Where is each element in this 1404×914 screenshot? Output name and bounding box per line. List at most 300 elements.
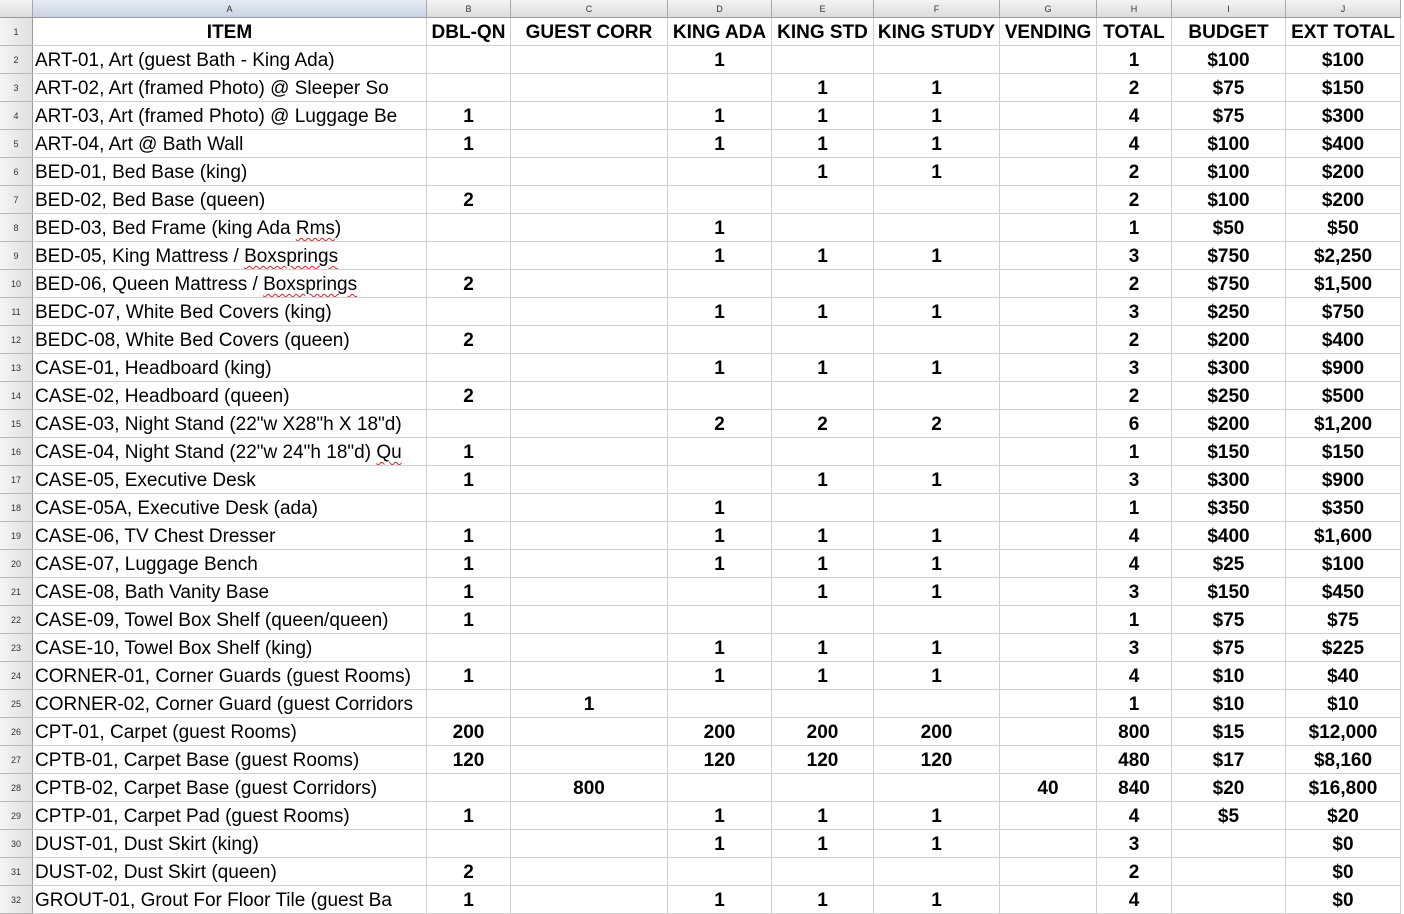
value-cell[interactable]	[874, 382, 1000, 410]
value-cell[interactable]	[874, 606, 1000, 634]
value-cell[interactable]	[1000, 214, 1097, 242]
item-cell[interactable]: CASE-03, Night Stand (22"w X28"h X 18"d)	[33, 410, 427, 438]
value-cell[interactable]	[1000, 382, 1097, 410]
value-cell[interactable]	[511, 214, 668, 242]
row-number[interactable]: 3	[0, 74, 33, 102]
value-cell[interactable]	[1000, 634, 1097, 662]
value-cell[interactable]: 1	[427, 102, 511, 130]
value-cell[interactable]: 1	[1097, 690, 1172, 718]
value-cell[interactable]: 2	[427, 270, 511, 298]
value-cell[interactable]	[511, 158, 668, 186]
value-cell[interactable]: 1	[874, 886, 1000, 914]
value-cell[interactable]: $8,160	[1286, 746, 1401, 774]
value-cell[interactable]: 40	[1000, 774, 1097, 802]
value-cell[interactable]: 1	[668, 550, 772, 578]
value-cell[interactable]: 1	[1097, 214, 1172, 242]
item-cell[interactable]: BEDC-08, White Bed Covers (queen)	[33, 326, 427, 354]
value-cell[interactable]	[874, 774, 1000, 802]
item-cell[interactable]: BED-03, Bed Frame (king Ada Rms)	[33, 214, 427, 242]
value-cell[interactable]: 1	[772, 298, 874, 326]
value-cell[interactable]	[511, 298, 668, 326]
value-cell[interactable]: 2	[1097, 74, 1172, 102]
column-header-g[interactable]: G	[1000, 0, 1097, 18]
value-cell[interactable]: 1	[874, 354, 1000, 382]
value-cell[interactable]	[1000, 550, 1097, 578]
value-cell[interactable]	[1000, 354, 1097, 382]
value-cell[interactable]: 200	[874, 718, 1000, 746]
value-cell[interactable]: 200	[427, 718, 511, 746]
value-cell[interactable]: 1	[874, 522, 1000, 550]
select-all-corner[interactable]	[0, 0, 33, 18]
value-cell[interactable]: $75	[1286, 606, 1401, 634]
item-cell[interactable]: BED-01, Bed Base (king)	[33, 158, 427, 186]
value-cell[interactable]: 2	[1097, 858, 1172, 886]
value-cell[interactable]: 2	[1097, 186, 1172, 214]
row-number[interactable]: 11	[0, 298, 33, 326]
value-cell[interactable]: $1,200	[1286, 410, 1401, 438]
item-cell[interactable]: ART-04, Art @ Bath Wall	[33, 130, 427, 158]
value-cell[interactable]: $350	[1172, 494, 1286, 522]
header-cell[interactable]: KING STUDY	[874, 18, 1000, 46]
value-cell[interactable]	[1000, 326, 1097, 354]
value-cell[interactable]: 1	[772, 130, 874, 158]
value-cell[interactable]: $25	[1172, 550, 1286, 578]
value-cell[interactable]: 1	[1097, 46, 1172, 74]
value-cell[interactable]: 1	[668, 494, 772, 522]
row-number[interactable]: 13	[0, 354, 33, 382]
value-cell[interactable]: $300	[1172, 354, 1286, 382]
value-cell[interactable]	[1000, 186, 1097, 214]
value-cell[interactable]	[1000, 690, 1097, 718]
value-cell[interactable]: 3	[1097, 354, 1172, 382]
value-cell[interactable]: 4	[1097, 886, 1172, 914]
value-cell[interactable]: $100	[1286, 46, 1401, 74]
value-cell[interactable]: 1	[772, 802, 874, 830]
value-cell[interactable]: 3	[1097, 578, 1172, 606]
row-number[interactable]: 17	[0, 466, 33, 494]
value-cell[interactable]: 800	[511, 774, 668, 802]
value-cell[interactable]: 3	[1097, 634, 1172, 662]
value-cell[interactable]: $2,250	[1286, 242, 1401, 270]
value-cell[interactable]: $150	[1286, 438, 1401, 466]
value-cell[interactable]	[874, 46, 1000, 74]
item-cell[interactable]: BED-05, King Mattress / Boxsprings	[33, 242, 427, 270]
item-cell[interactable]: CPTB-02, Carpet Base (guest Corridors)	[33, 774, 427, 802]
value-cell[interactable]: $12,000	[1286, 718, 1401, 746]
header-cell[interactable]: KING STD	[772, 18, 874, 46]
item-cell[interactable]: CPTP-01, Carpet Pad (guest Rooms)	[33, 802, 427, 830]
value-cell[interactable]	[427, 74, 511, 102]
item-cell[interactable]: CASE-07, Luggage Bench	[33, 550, 427, 578]
value-cell[interactable]: 120	[668, 746, 772, 774]
value-cell[interactable]: 2	[427, 326, 511, 354]
value-cell[interactable]	[772, 214, 874, 242]
value-cell[interactable]: 1	[427, 522, 511, 550]
row-number[interactable]: 19	[0, 522, 33, 550]
value-cell[interactable]: 4	[1097, 130, 1172, 158]
value-cell[interactable]: 1	[772, 578, 874, 606]
value-cell[interactable]: $200	[1286, 158, 1401, 186]
value-cell[interactable]	[511, 74, 668, 102]
item-cell[interactable]: BED-02, Bed Base (queen)	[33, 186, 427, 214]
item-cell[interactable]: CASE-06, TV Chest Dresser	[33, 522, 427, 550]
value-cell[interactable]	[668, 858, 772, 886]
value-cell[interactable]	[427, 242, 511, 270]
value-cell[interactable]: 120	[772, 746, 874, 774]
row-number[interactable]: 4	[0, 102, 33, 130]
item-cell[interactable]: DUST-01, Dust Skirt (king)	[33, 830, 427, 858]
header-cell[interactable]: BUDGET	[1172, 18, 1286, 46]
value-cell[interactable]	[668, 774, 772, 802]
header-cell[interactable]: ITEM	[33, 18, 427, 46]
value-cell[interactable]	[874, 214, 1000, 242]
value-cell[interactable]: 1	[772, 886, 874, 914]
value-cell[interactable]	[668, 186, 772, 214]
value-cell[interactable]: 2	[772, 410, 874, 438]
value-cell[interactable]: 120	[874, 746, 1000, 774]
item-cell[interactable]: ART-03, Art (framed Photo) @ Luggage Be	[33, 102, 427, 130]
item-cell[interactable]: ART-01, Art (guest Bath - King Ada)	[33, 46, 427, 74]
value-cell[interactable]: $5	[1172, 802, 1286, 830]
value-cell[interactable]	[1000, 410, 1097, 438]
value-cell[interactable]	[511, 606, 668, 634]
value-cell[interactable]: $450	[1286, 578, 1401, 606]
value-cell[interactable]	[511, 746, 668, 774]
item-cell[interactable]: DUST-02, Dust Skirt (queen)	[33, 858, 427, 886]
value-cell[interactable]	[772, 382, 874, 410]
value-cell[interactable]	[511, 326, 668, 354]
value-cell[interactable]: 2	[427, 382, 511, 410]
value-cell[interactable]	[772, 606, 874, 634]
value-cell[interactable]: 1	[668, 298, 772, 326]
item-cell[interactable]: BEDC-07, White Bed Covers (king)	[33, 298, 427, 326]
header-cell[interactable]: GUEST CORR	[511, 18, 668, 46]
row-number[interactable]: 26	[0, 718, 33, 746]
value-cell[interactable]: 4	[1097, 550, 1172, 578]
column-header-h[interactable]: H	[1097, 0, 1172, 18]
item-cell[interactable]: BED-06, Queen Mattress / Boxsprings	[33, 270, 427, 298]
value-cell[interactable]: $200	[1172, 410, 1286, 438]
value-cell[interactable]: 4	[1097, 522, 1172, 550]
value-cell[interactable]	[427, 214, 511, 242]
header-cell[interactable]: TOTAL	[1097, 18, 1172, 46]
value-cell[interactable]	[511, 662, 668, 690]
value-cell[interactable]: $75	[1172, 606, 1286, 634]
value-cell[interactable]: 1	[427, 802, 511, 830]
row-number[interactable]: 10	[0, 270, 33, 298]
value-cell[interactable]: $20	[1172, 774, 1286, 802]
value-cell[interactable]	[1000, 74, 1097, 102]
value-cell[interactable]: $75	[1172, 74, 1286, 102]
row-number[interactable]: 25	[0, 690, 33, 718]
value-cell[interactable]: $900	[1286, 354, 1401, 382]
value-cell[interactable]	[427, 298, 511, 326]
item-cell[interactable]: CASE-04, Night Stand (22"w 24"h 18"d) Qu	[33, 438, 427, 466]
row-number[interactable]: 24	[0, 662, 33, 690]
value-cell[interactable]: 1	[427, 886, 511, 914]
value-cell[interactable]: $0	[1286, 830, 1401, 858]
header-cell[interactable]: VENDING	[1000, 18, 1097, 46]
value-cell[interactable]: $0	[1286, 858, 1401, 886]
value-cell[interactable]: 3	[1097, 298, 1172, 326]
value-cell[interactable]: 1	[668, 214, 772, 242]
column-header-e[interactable]: E	[772, 0, 874, 18]
value-cell[interactable]	[772, 858, 874, 886]
value-cell[interactable]: 2	[1097, 326, 1172, 354]
value-cell[interactable]	[1000, 270, 1097, 298]
value-cell[interactable]: 1	[668, 634, 772, 662]
item-cell[interactable]: CASE-01, Headboard (king)	[33, 354, 427, 382]
value-cell[interactable]: $150	[1172, 578, 1286, 606]
value-cell[interactable]: $100	[1172, 46, 1286, 74]
value-cell[interactable]: $1,500	[1286, 270, 1401, 298]
item-cell[interactable]: CASE-10, Towel Box Shelf (king)	[33, 634, 427, 662]
row-number[interactable]: 9	[0, 242, 33, 270]
value-cell[interactable]: $400	[1172, 522, 1286, 550]
value-cell[interactable]	[1000, 802, 1097, 830]
column-header-a[interactable]: A	[33, 0, 427, 18]
value-cell[interactable]	[1000, 438, 1097, 466]
value-cell[interactable]	[668, 382, 772, 410]
value-cell[interactable]	[511, 802, 668, 830]
value-cell[interactable]: $0	[1286, 886, 1401, 914]
item-cell[interactable]: CASE-08, Bath Vanity Base	[33, 578, 427, 606]
row-number[interactable]: 8	[0, 214, 33, 242]
item-cell[interactable]: CASE-05, Executive Desk	[33, 466, 427, 494]
value-cell[interactable]: $15	[1172, 718, 1286, 746]
value-cell[interactable]: 480	[1097, 746, 1172, 774]
value-cell[interactable]: 800	[1097, 718, 1172, 746]
value-cell[interactable]: 1	[874, 102, 1000, 130]
value-cell[interactable]	[1000, 466, 1097, 494]
row-number[interactable]: 12	[0, 326, 33, 354]
value-cell[interactable]	[1172, 830, 1286, 858]
value-cell[interactable]: $750	[1172, 270, 1286, 298]
value-cell[interactable]: 1	[1097, 494, 1172, 522]
value-cell[interactable]	[874, 494, 1000, 522]
column-header-d[interactable]: D	[668, 0, 772, 18]
value-cell[interactable]: 2	[1097, 270, 1172, 298]
value-cell[interactable]	[1000, 606, 1097, 634]
row-number[interactable]: 32	[0, 886, 33, 914]
row-number[interactable]: 5	[0, 130, 33, 158]
value-cell[interactable]	[668, 606, 772, 634]
value-cell[interactable]: 1	[772, 634, 874, 662]
value-cell[interactable]	[427, 830, 511, 858]
value-cell[interactable]: $150	[1286, 74, 1401, 102]
value-cell[interactable]: 1	[874, 298, 1000, 326]
row-number[interactable]: 6	[0, 158, 33, 186]
value-cell[interactable]: 1	[772, 830, 874, 858]
value-cell[interactable]	[511, 830, 668, 858]
column-header-i[interactable]: I	[1172, 0, 1286, 18]
value-cell[interactable]: 1	[874, 130, 1000, 158]
value-cell[interactable]	[1000, 494, 1097, 522]
value-cell[interactable]: $900	[1286, 466, 1401, 494]
value-cell[interactable]	[427, 158, 511, 186]
value-cell[interactable]: $500	[1286, 382, 1401, 410]
value-cell[interactable]	[511, 130, 668, 158]
value-cell[interactable]	[1000, 578, 1097, 606]
value-cell[interactable]: $40	[1286, 662, 1401, 690]
value-cell[interactable]: 1	[772, 158, 874, 186]
value-cell[interactable]	[1000, 130, 1097, 158]
value-cell[interactable]: 1	[427, 578, 511, 606]
value-cell[interactable]: $10	[1286, 690, 1401, 718]
row-number[interactable]: 14	[0, 382, 33, 410]
value-cell[interactable]	[1000, 718, 1097, 746]
value-cell[interactable]: 1	[874, 662, 1000, 690]
value-cell[interactable]: $10	[1172, 662, 1286, 690]
value-cell[interactable]: 1	[874, 242, 1000, 270]
value-cell[interactable]	[668, 438, 772, 466]
value-cell[interactable]: 1	[772, 466, 874, 494]
item-cell[interactable]: CPT-01, Carpet (guest Rooms)	[33, 718, 427, 746]
value-cell[interactable]: 1	[668, 830, 772, 858]
value-cell[interactable]	[511, 522, 668, 550]
value-cell[interactable]: 1	[772, 522, 874, 550]
item-cell[interactable]: CASE-09, Towel Box Shelf (queen/queen)	[33, 606, 427, 634]
value-cell[interactable]	[1172, 886, 1286, 914]
value-cell[interactable]: 1	[427, 130, 511, 158]
value-cell[interactable]: $250	[1172, 382, 1286, 410]
value-cell[interactable]	[427, 46, 511, 74]
value-cell[interactable]: 1	[772, 550, 874, 578]
value-cell[interactable]: 2	[668, 410, 772, 438]
header-cell[interactable]: KING ADA	[668, 18, 772, 46]
value-cell[interactable]: $300	[1172, 466, 1286, 494]
value-cell[interactable]: 1	[874, 466, 1000, 494]
value-cell[interactable]: 1	[874, 158, 1000, 186]
value-cell[interactable]	[427, 690, 511, 718]
value-cell[interactable]: $400	[1286, 326, 1401, 354]
header-cell[interactable]: DBL-QN	[427, 18, 511, 46]
value-cell[interactable]	[874, 326, 1000, 354]
header-cell[interactable]: EXT TOTAL	[1286, 18, 1401, 46]
row-number[interactable]: 28	[0, 774, 33, 802]
value-cell[interactable]	[427, 774, 511, 802]
row-number[interactable]: 31	[0, 858, 33, 886]
value-cell[interactable]: 1	[427, 550, 511, 578]
value-cell[interactable]: 2	[427, 858, 511, 886]
value-cell[interactable]: 1	[668, 130, 772, 158]
value-cell[interactable]	[1000, 46, 1097, 74]
item-cell[interactable]: CPTB-01, Carpet Base (guest Rooms)	[33, 746, 427, 774]
value-cell[interactable]	[1000, 662, 1097, 690]
value-cell[interactable]	[668, 270, 772, 298]
value-cell[interactable]	[1000, 522, 1097, 550]
value-cell[interactable]	[772, 438, 874, 466]
value-cell[interactable]	[668, 578, 772, 606]
item-cell[interactable]: CORNER-02, Corner Guard (guest Corridors	[33, 690, 427, 718]
value-cell[interactable]: 1	[668, 802, 772, 830]
value-cell[interactable]: $200	[1286, 186, 1401, 214]
value-cell[interactable]	[1000, 886, 1097, 914]
item-cell[interactable]: GROUT-01, Grout For Floor Tile (guest Ba	[33, 886, 427, 914]
value-cell[interactable]	[511, 270, 668, 298]
value-cell[interactable]	[427, 494, 511, 522]
value-cell[interactable]: $150	[1172, 438, 1286, 466]
value-cell[interactable]	[511, 382, 668, 410]
column-header-f[interactable]: F	[874, 0, 1000, 18]
value-cell[interactable]: $75	[1172, 634, 1286, 662]
value-cell[interactable]	[511, 550, 668, 578]
value-cell[interactable]	[427, 410, 511, 438]
row-number[interactable]: 2	[0, 46, 33, 74]
value-cell[interactable]: 3	[1097, 466, 1172, 494]
row-number[interactable]: 20	[0, 550, 33, 578]
value-cell[interactable]: $20	[1286, 802, 1401, 830]
value-cell[interactable]	[874, 270, 1000, 298]
value-cell[interactable]	[511, 102, 668, 130]
value-cell[interactable]: 1	[772, 354, 874, 382]
value-cell[interactable]: $50	[1172, 214, 1286, 242]
value-cell[interactable]: $200	[1172, 326, 1286, 354]
row-number[interactable]: 18	[0, 494, 33, 522]
value-cell[interactable]: 840	[1097, 774, 1172, 802]
value-cell[interactable]: 1	[874, 802, 1000, 830]
value-cell[interactable]	[772, 774, 874, 802]
item-cell[interactable]: ART-02, Art (framed Photo) @ Sleeper So	[33, 74, 427, 102]
value-cell[interactable]: $10	[1172, 690, 1286, 718]
value-cell[interactable]: $75	[1172, 102, 1286, 130]
value-cell[interactable]: 2	[427, 186, 511, 214]
value-cell[interactable]: 3	[1097, 830, 1172, 858]
item-cell[interactable]: CORNER-01, Corner Guards (guest Rooms)	[33, 662, 427, 690]
value-cell[interactable]: $400	[1286, 130, 1401, 158]
value-cell[interactable]: $350	[1286, 494, 1401, 522]
value-cell[interactable]: 4	[1097, 102, 1172, 130]
value-cell[interactable]: 1	[772, 102, 874, 130]
value-cell[interactable]	[511, 494, 668, 522]
value-cell[interactable]: 2	[874, 410, 1000, 438]
value-cell[interactable]: $750	[1286, 298, 1401, 326]
value-cell[interactable]	[772, 186, 874, 214]
value-cell[interactable]: 120	[427, 746, 511, 774]
value-cell[interactable]	[511, 466, 668, 494]
value-cell[interactable]: 1	[874, 550, 1000, 578]
value-cell[interactable]	[1172, 858, 1286, 886]
value-cell[interactable]	[511, 858, 668, 886]
row-number[interactable]: 7	[0, 186, 33, 214]
value-cell[interactable]: 1	[427, 606, 511, 634]
value-cell[interactable]: 2	[1097, 382, 1172, 410]
column-header-j[interactable]: J	[1286, 0, 1401, 18]
value-cell[interactable]	[874, 438, 1000, 466]
value-cell[interactable]	[1000, 746, 1097, 774]
value-cell[interactable]: $16,800	[1286, 774, 1401, 802]
value-cell[interactable]	[668, 158, 772, 186]
value-cell[interactable]	[1000, 298, 1097, 326]
value-cell[interactable]	[1000, 242, 1097, 270]
value-cell[interactable]: 1	[772, 74, 874, 102]
value-cell[interactable]	[772, 270, 874, 298]
value-cell[interactable]: $750	[1172, 242, 1286, 270]
item-cell[interactable]: CASE-05A, Executive Desk (ada)	[33, 494, 427, 522]
value-cell[interactable]: 200	[668, 718, 772, 746]
row-number[interactable]: 23	[0, 634, 33, 662]
row-number[interactable]: 15	[0, 410, 33, 438]
value-cell[interactable]	[427, 354, 511, 382]
value-cell[interactable]: 1	[668, 46, 772, 74]
value-cell[interactable]: $225	[1286, 634, 1401, 662]
value-cell[interactable]: $100	[1172, 158, 1286, 186]
value-cell[interactable]: $300	[1286, 102, 1401, 130]
value-cell[interactable]	[668, 690, 772, 718]
value-cell[interactable]	[772, 494, 874, 522]
value-cell[interactable]	[1000, 858, 1097, 886]
value-cell[interactable]	[427, 634, 511, 662]
